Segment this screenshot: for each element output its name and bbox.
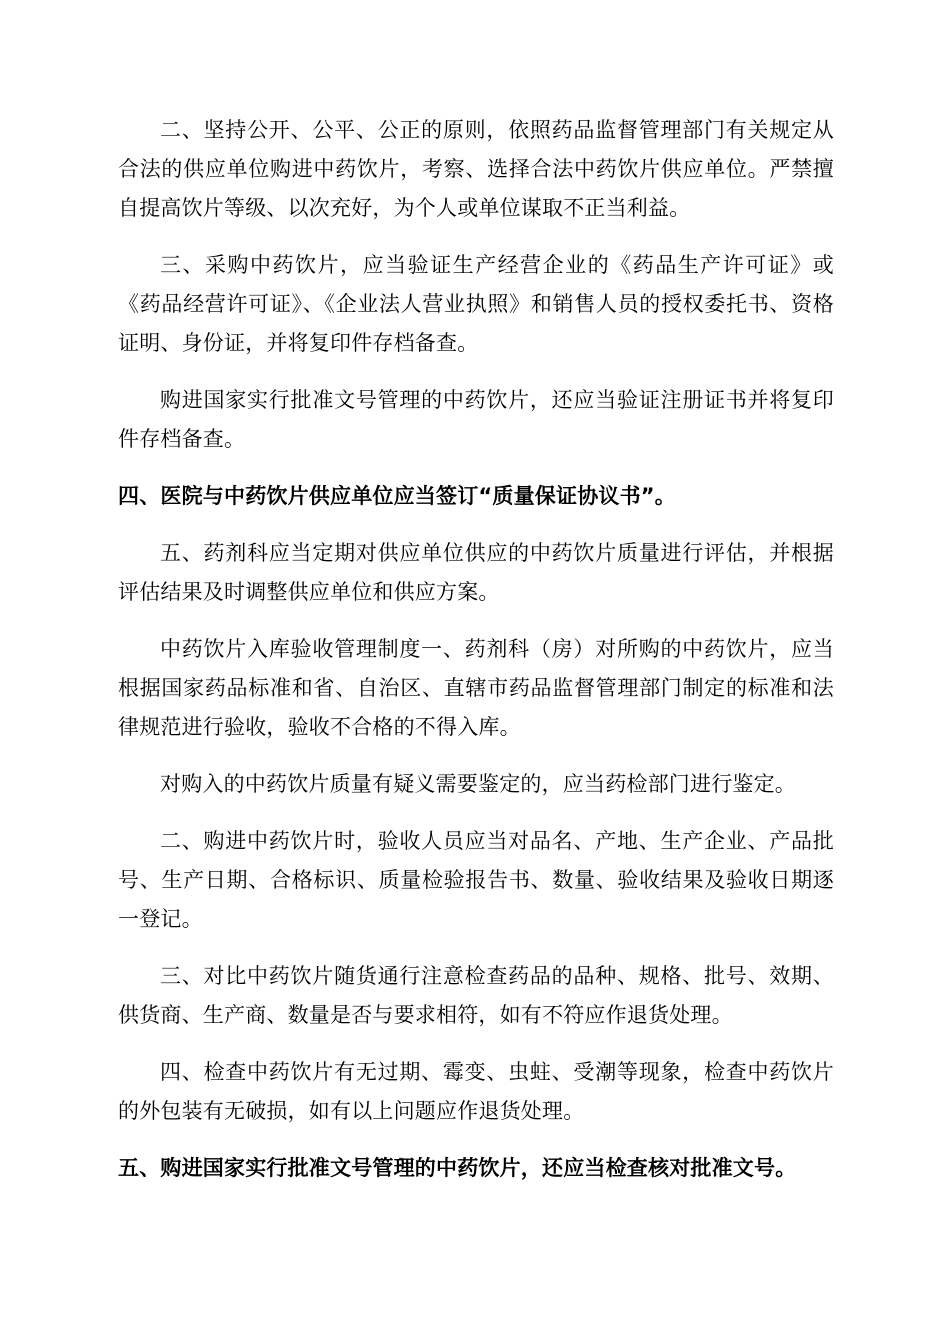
paragraph-shipment-check: 三、对比中药饮片随货通行注意检查药品的品种、规格、批号、效期、供货商、生产商、数量是否与要求相符，如有不符应作退货处理。 bbox=[118, 964, 834, 1027]
paragraph-license-verification: 三、采购中药饮片，应当验证生产经营企业的《药品生产许可证》或《药品经营许可证》、《企业法人营业执照》和销售人员的授权委托书、资格证明、身份证，并将复印件存档备查。 bbox=[118, 253, 834, 355]
paragraph-approval-number-check: 五、购进国家实行批准文号管理的中药饮片，还应当检查核对批准文号。 bbox=[118, 1156, 797, 1180]
paragraph-supplier-evaluation: 五、药剂科应当定期对供应单位供应的中药饮片质量进行评估，并根据评估结果及时调整供应单位和供应方案。 bbox=[118, 541, 834, 604]
paragraph-principles: 二、坚持公开、公平、公正的原则，依照药品监督管理部门有关规定从合法的供应单位购进中药饮片，考察、选择合法中药饮片供应单位。严禁擅自提高饮片等级、以次充好，为个人或单位谋取不正当利益。 bbox=[118, 118, 834, 220]
paragraph-quality-agreement: 四、医院与中药饮片供应单位应当签订“质量保证协议书”。 bbox=[118, 484, 677, 508]
document-page bbox=[118, 111, 834, 1206]
paragraph-quality-doubt: 对购入的中药饮片质量有疑义需要鉴定的，应当药检部门进行鉴定。 bbox=[160, 772, 796, 796]
paragraph-defect-check: 四、检查中药饮片有无过期、霉变、虫蛀、受潮等现象，检查中药饮片的外包装有无破损，如有以上问题应作退货处理。 bbox=[118, 1060, 834, 1123]
paragraph-inspection-policy: 中药饮片入库验收管理制度一、药剂科（房）对所购的中药饮片，应当根据国家药品标准和省、自治区、直辖市药品监督管理部门制定的标准和法律规范进行验收，验收不合格的不得入库。 bbox=[118, 637, 834, 739]
paragraph-registration-certificate: 购进国家实行批准文号管理的中药饮片，还应当验证注册证书并将复印件存档备查。 bbox=[118, 388, 834, 451]
paragraph-registration-log: 二、购进中药饮片时，验收人员应当对品名、产地、生产企业、产品批号、生产日期、合格标识、质量检验报告书、数量、验收结果及验收日期逐一登记。 bbox=[118, 829, 834, 931]
